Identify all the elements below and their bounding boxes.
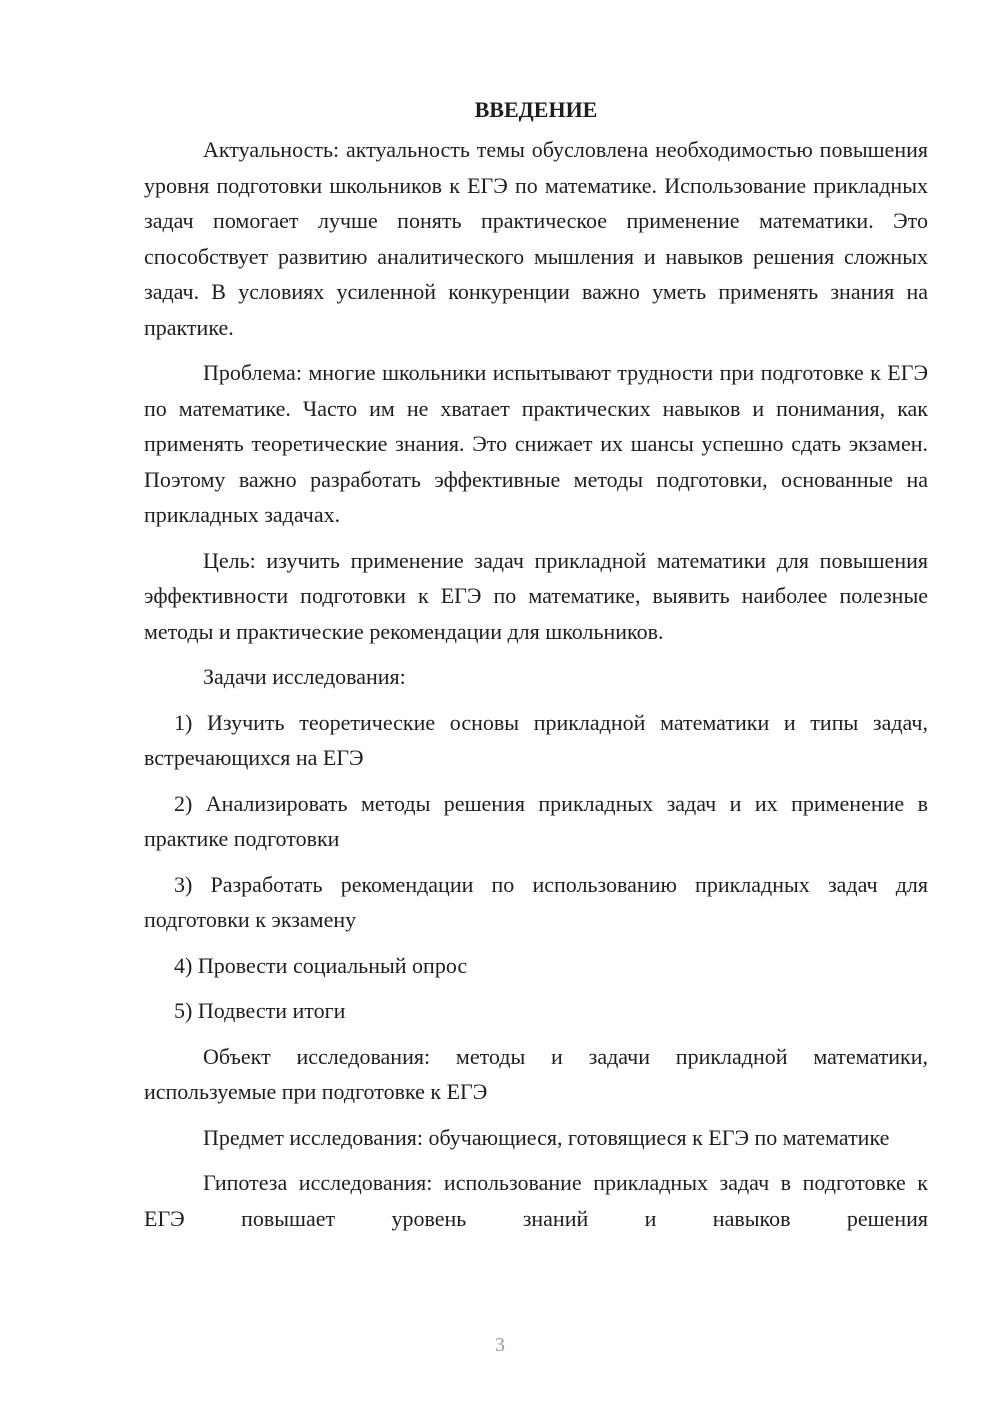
paragraph-relevance: Актуальность: актуальность темы обусловлена необходимостью повышения уровня подготовки школьников к ЕГЭ по математике. Использование прикладных задач помогает лучше понять практическое применение математики. Это способствует развитию аналитического мышления и навыков решения сложных задач. В условиях усиленной конкуренции важно уметь применять знания на практике.: [144, 137, 928, 340]
page-title: ВВЕДЕНИЕ: [474, 97, 598, 122]
paragraph-object: Объект исследования: методы и задачи прикладной математики, используемые при подготовке к ЕГЭ: [144, 1043, 928, 1104]
task-item-5: 5) Подвести итоги: [174, 998, 346, 1023]
paragraph-subject: Предмет исследования: обучающиеся, готовящиеся к ЕГЭ по математике: [203, 1124, 890, 1150]
task-item-2: 2) Анализировать методы решения прикладных задач и их применение в практике подготовки: [144, 790, 928, 851]
document-page: [144, 92, 928, 1246]
paragraph-hypothesis: Гипотеза исследования: использование прикладных задач в подготовке к ЕГЭ повышает уровень знаний и навыков решения: [144, 1170, 928, 1231]
paragraph-problem: Проблема: многие школьники испытывают трудности при подготовке к ЕГЭ по математике. Часто им не хватает практических навыков и понимания, как применять теоретические знания. Это снижает их шансы успешно сдать экзамен. Поэтому важно разработать эффективные методы подготовки, основанные на прикладных задачах.: [144, 360, 928, 527]
paragraph-goal: Цель: изучить применение задач прикладной математики для повышения эффективности подготовки к ЕГЭ по математике, выявить наиболее полезные методы и практические рекомендации для школьников.: [144, 547, 928, 644]
page-number: 3: [495, 1334, 505, 1356]
tasks-heading: Задачи исследования:: [203, 664, 406, 689]
task-item-3: 3) Разработать рекомендации по использованию прикладных задач для подготовки к экзамену: [144, 871, 928, 932]
task-item-1: 1) Изучить теоретические основы прикладной математики и типы задач, встречающихся на ЕГЭ: [144, 709, 928, 770]
task-item-4: 4) Провести социальный опрос: [174, 952, 468, 978]
